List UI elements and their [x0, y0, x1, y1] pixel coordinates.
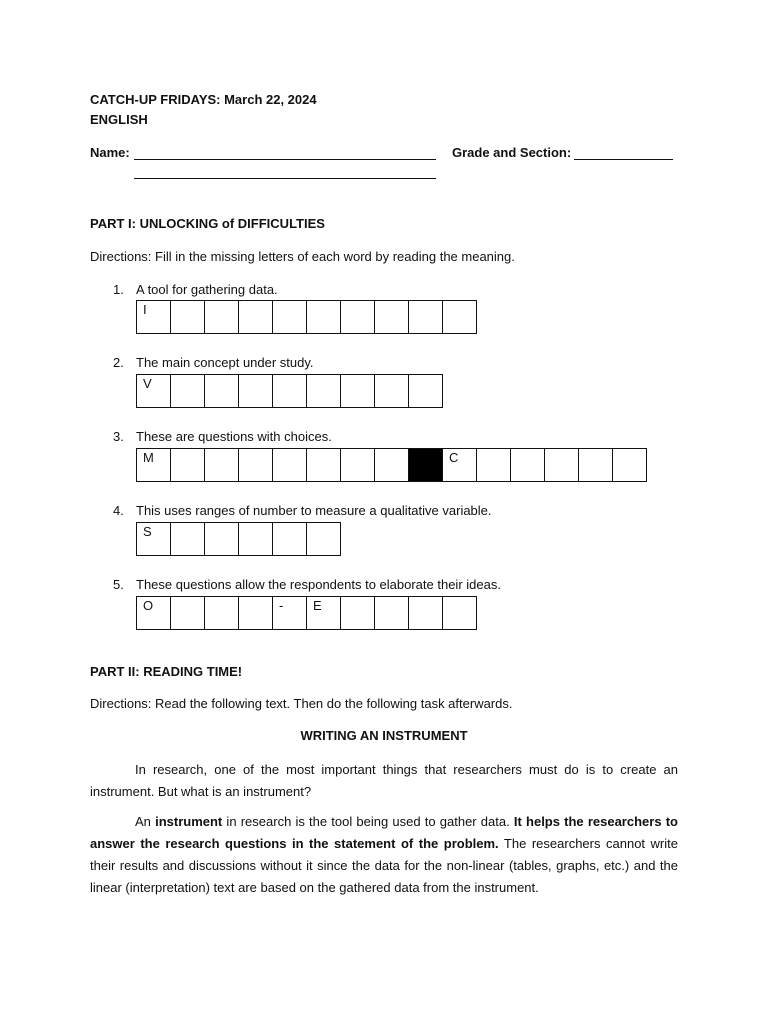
letter-box[interactable] — [545, 448, 579, 482]
letter-box[interactable]: E — [307, 596, 341, 630]
letter-box[interactable] — [171, 300, 205, 334]
reading-paragraph-2 — [90, 811, 678, 899]
letter-box[interactable] — [273, 448, 307, 482]
letter-box[interactable] — [307, 522, 341, 556]
blocked-letter-box — [409, 448, 443, 482]
letter-box[interactable] — [171, 448, 205, 482]
letter-box[interactable] — [205, 374, 239, 408]
worksheet-title: CATCH-UP FRIDAYS: March 22, 2024 — [90, 92, 317, 107]
part1-heading: PART I: UNLOCKING of DIFFICULTIES — [90, 216, 325, 231]
letter-grid-5 — [136, 596, 477, 630]
subject-label: ENGLISH — [90, 112, 148, 127]
letter-box[interactable] — [239, 596, 273, 630]
para2-emphasis: It helps the researchers to answer the research questions in the statement of the problem. — [90, 814, 678, 851]
letter-box[interactable] — [341, 448, 375, 482]
item-number: 1. — [113, 282, 124, 297]
item-clue: A tool for gathering data. — [136, 282, 278, 297]
letter-box[interactable]: V — [137, 374, 171, 408]
letter-box[interactable] — [205, 596, 239, 630]
item-clue: These questions allow the respondents to elaborate their ideas. — [136, 577, 501, 592]
item-number: 3. — [113, 429, 124, 444]
letter-box[interactable] — [375, 596, 409, 630]
letter-box[interactable] — [205, 522, 239, 556]
letter-box[interactable] — [171, 522, 205, 556]
reading-title: WRITING AN INSTRUMENT — [300, 728, 468, 743]
name-line[interactable] — [134, 159, 436, 160]
letter-box[interactable] — [409, 374, 443, 408]
item-number: 5. — [113, 577, 124, 592]
para2-text-a: An — [135, 814, 156, 829]
reading-paragraph-1: In research, one of the most important things that researchers must do is to create an instrument. But what is an instrument? — [90, 762, 678, 799]
letter-grid-2 — [136, 374, 443, 408]
part2-directions: Directions: Read the following text. Then do the following task afterwards. — [90, 696, 513, 711]
name-line-2[interactable] — [134, 178, 436, 179]
item-number: 2. — [113, 355, 124, 370]
letter-box[interactable] — [273, 522, 307, 556]
letter-box[interactable] — [341, 596, 375, 630]
part2-heading: PART II: READING TIME! — [90, 664, 243, 679]
letter-box[interactable] — [239, 522, 273, 556]
letter-box[interactable]: C — [443, 448, 477, 482]
letter-box[interactable]: - — [273, 596, 307, 630]
letter-box[interactable] — [579, 448, 613, 482]
letter-box[interactable] — [171, 596, 205, 630]
letter-box[interactable] — [273, 374, 307, 408]
letter-box[interactable] — [613, 448, 647, 482]
letter-box[interactable] — [239, 374, 273, 408]
letter-box[interactable] — [205, 448, 239, 482]
letter-grid-3 — [136, 448, 647, 482]
grade-section-label: Grade and Section: — [452, 145, 572, 160]
letter-box[interactable] — [375, 448, 409, 482]
letter-box[interactable] — [341, 300, 375, 334]
letter-box[interactable]: O — [137, 596, 171, 630]
letter-box[interactable] — [443, 300, 477, 334]
letter-grid-1 — [136, 300, 477, 334]
para2-text-c: in research is the tool being used to gather data. — [222, 814, 514, 829]
letter-box[interactable] — [307, 448, 341, 482]
letter-box[interactable] — [205, 300, 239, 334]
letter-box[interactable]: I — [137, 300, 171, 334]
letter-box[interactable] — [409, 596, 443, 630]
letter-grid-4 — [136, 522, 341, 556]
para2-keyword: instrument — [155, 814, 223, 829]
name-label: Name: — [90, 145, 130, 160]
letter-box[interactable] — [443, 596, 477, 630]
letter-box[interactable] — [511, 448, 545, 482]
item-clue: This uses ranges of number to measure a qualitative variable. — [136, 503, 492, 518]
item-clue: The main concept under study. — [136, 355, 314, 370]
item-clue: These are questions with choices. — [136, 429, 332, 444]
letter-box[interactable] — [239, 448, 273, 482]
para2-text-e: The researchers cannot write their results and discussions without it since the data for the non-linear (tables, graphs, etc.) and the linear (interpretation) text are based on the gathered data from the instrument. — [90, 836, 678, 895]
item-number: 4. — [113, 503, 124, 518]
letter-box[interactable] — [273, 300, 307, 334]
letter-box[interactable] — [307, 300, 341, 334]
letter-box[interactable] — [171, 374, 205, 408]
letter-box[interactable]: M — [137, 448, 171, 482]
letter-box[interactable]: S — [137, 522, 171, 556]
letter-box[interactable] — [341, 374, 375, 408]
letter-box[interactable] — [477, 448, 511, 482]
letter-box[interactable] — [409, 300, 443, 334]
letter-box[interactable] — [375, 300, 409, 334]
letter-box[interactable] — [239, 300, 273, 334]
letter-box[interactable] — [375, 374, 409, 408]
part1-directions: Directions: Fill in the missing letters of each word by reading the meaning. — [90, 249, 515, 264]
letter-box[interactable] — [307, 374, 341, 408]
grade-section-line[interactable] — [574, 159, 673, 160]
